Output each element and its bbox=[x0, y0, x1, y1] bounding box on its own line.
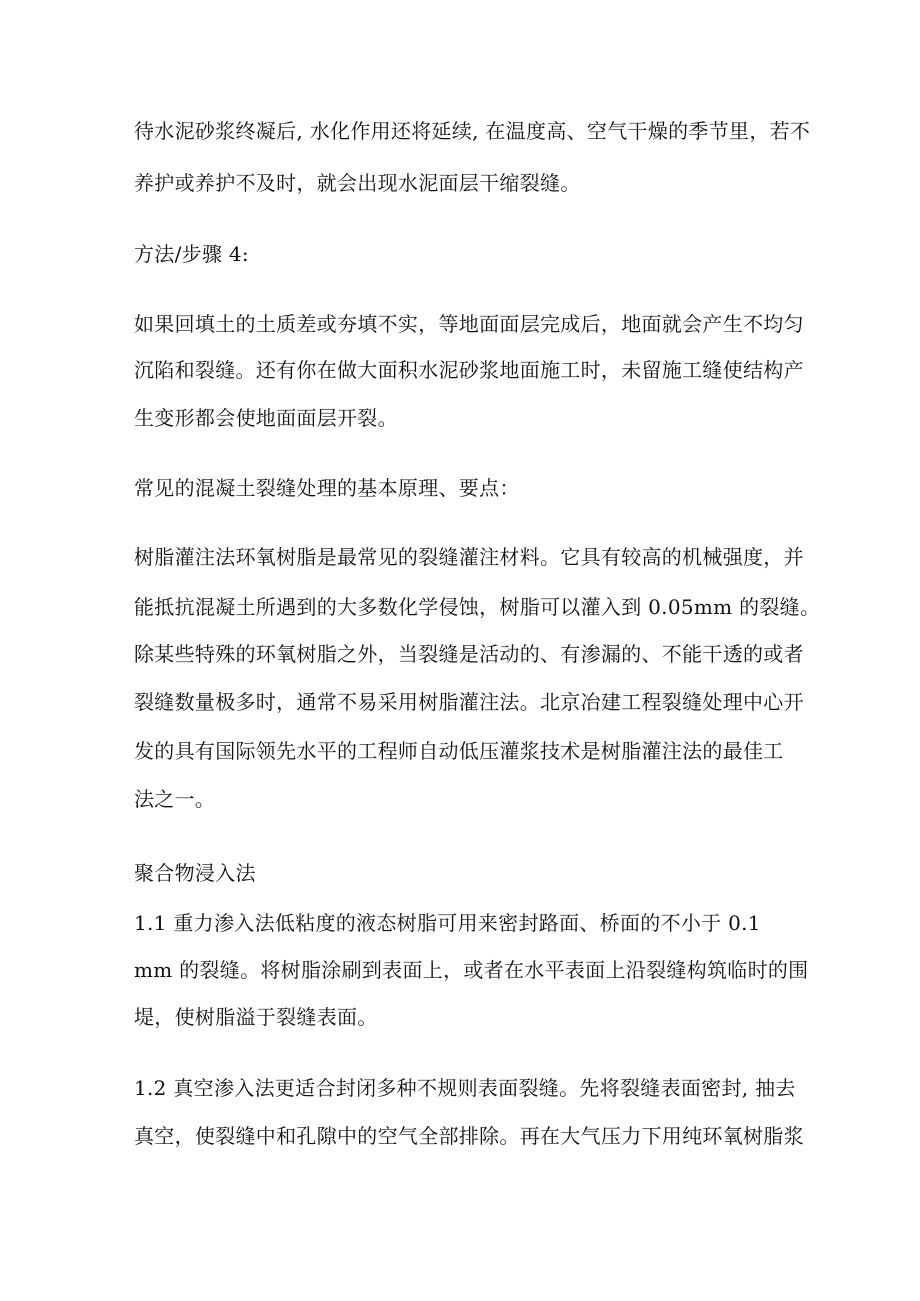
paragraph-3-line-3: 生变形都会使地面面层开裂。 bbox=[134, 406, 398, 430]
paragraph-1-line-1: 待水泥砂浆终凝后, 水化作用还将延续, 在温度高、空气干燥的季节里，若不 bbox=[134, 119, 811, 143]
paragraph-8-line-1: 1.2 真空渗入法更适合封闭多种不规则表面裂缝。先将裂缝表面密封, 抽去 bbox=[134, 1076, 796, 1100]
paragraph-5-line-2: 能抵抗混凝土所遇到的大多数化学侵蚀，树脂可以灌入到 0.05mm 的裂缝。 bbox=[134, 595, 821, 619]
paragraph-4-line-1: 常见的混凝土裂缝处理的基本原理、要点： bbox=[134, 476, 520, 500]
paragraph-1-line-2: 养护或养护不及时，就会出现水泥面层干缩裂缝。 bbox=[134, 171, 581, 195]
paragraph-7-line-1: 1.1 重力渗入法低粘度的液态树脂可用来密封路面、桥面的不小于 0.1 bbox=[134, 911, 761, 935]
paragraph-5-line-3: 除某些特殊的环氧树脂之外，当裂缝是活动的、有渗漏的、不能干透的或者 bbox=[134, 642, 804, 666]
paragraph-3-line-2: 沉陷和裂缝。还有你在做大面积水泥砂浆地面施工时，未留施工缝使结构产 bbox=[134, 358, 804, 382]
paragraph-7-line-3: 堤，使树脂溢于裂缝表面。 bbox=[134, 1005, 378, 1029]
paragraph-5-line-4: 裂缝数量极多时，通常不易采用树脂灌注法。北京冶建工程裂缝处理中心开 bbox=[134, 690, 804, 714]
paragraph-6-line-1: 聚合物浸入法 bbox=[134, 861, 256, 885]
paragraph-2-line-1: 方法/步骤 4: bbox=[134, 242, 249, 266]
paragraph-5-line-6: 法之一。 bbox=[134, 787, 216, 811]
paragraph-7-line-2: mm 的裂缝。将树脂涂刷到表面上，或者在水平表面上沿裂缝构筑临时的围 bbox=[134, 958, 809, 982]
paragraph-3-line-1: 如果回填土的土质差或夯填不实，等地面面层完成后，地面就会产生不均匀 bbox=[134, 312, 804, 336]
paragraph-5-line-5: 发的具有国际领先水平的工程师自动低压灌浆技术是树脂灌注法的最佳工 bbox=[134, 739, 784, 763]
paragraph-5-line-1: 树脂灌注法环氧树脂是最常见的裂缝灌注材料。它具有较高的机械强度，并 bbox=[134, 545, 804, 569]
paragraph-8-line-2: 真空，使裂缝中和孔隙中的空气全部排除。再在大气压力下用纯环氧树脂浆 bbox=[134, 1124, 804, 1148]
